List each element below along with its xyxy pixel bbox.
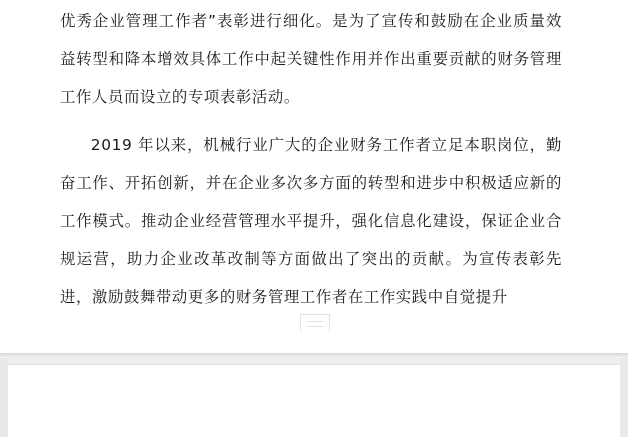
watermark-artifact <box>296 310 334 336</box>
paragraph-1: 优秀企业管理工作者”表彰进行细化。是为了宣传和鼓励在企业质量效益转型和降本增效具体工作中起关键性作用并作出重要贡献的财务管理工作人员而设立的专项表彰活动。 <box>60 12 562 106</box>
watermark-stroke <box>329 314 330 331</box>
page-right-margin <box>620 358 628 437</box>
next-page-sheet <box>8 364 620 438</box>
watermark-stroke <box>307 326 323 327</box>
page-left-margin <box>0 358 8 437</box>
watermark-stroke <box>307 321 323 322</box>
watermark-stroke <box>300 314 330 315</box>
watermark-stroke <box>300 314 301 331</box>
paragraph-2: 2019 年以来，机械行业广大的企业财务工作者立足本职岗位，勤奋工作、开拓创新，并在企业多次多方面的转型和进步中积极适应新的工作模式。推动企业经营管理水平提升，强化信息化建设，保证企业合规运营，助力企业改革改制等方面做出了突出的贡献。为宣传表彰先进，激励鼓舞带动更多的财务管理工作者在工作实践中自觉提升 <box>60 136 562 306</box>
